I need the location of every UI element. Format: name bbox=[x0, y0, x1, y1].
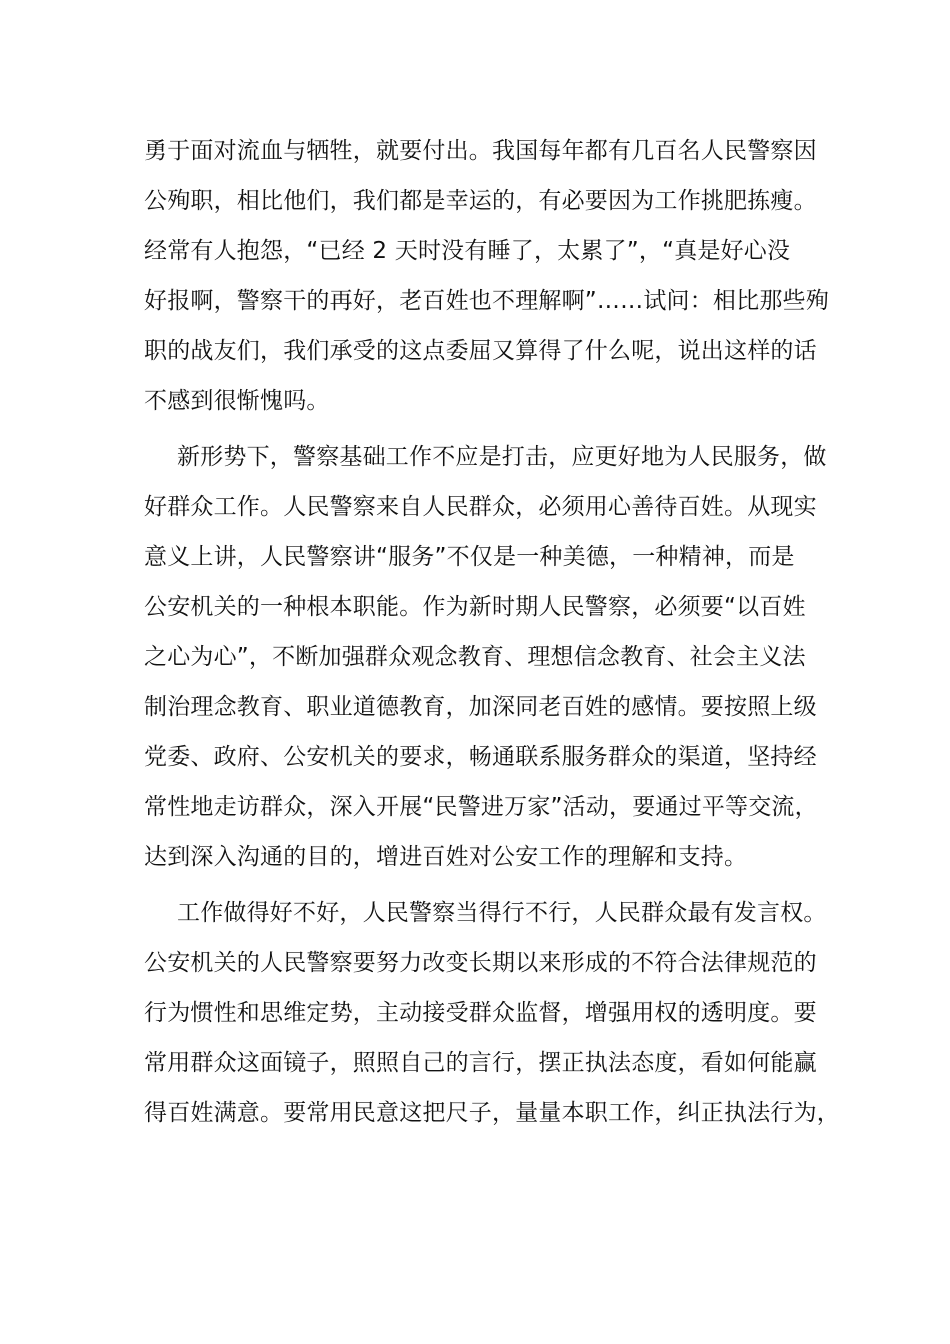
paragraph-line: 工作做得好不好，人民警察当得行不行，人民群众最有发言权。 bbox=[177, 900, 827, 926]
paragraph-line: 公安机关的一种根本职能。作为新时期人民警察，必须要“以百姓 bbox=[144, 594, 806, 620]
paragraph-line: 制治理念教育、职业道德教育，加深同老百姓的感情。要按照上级 bbox=[144, 694, 817, 720]
paragraph-line: 公安机关的人民警察要努力改变长期以来形成的不符合法律规范的 bbox=[144, 950, 817, 976]
paragraph-3 bbox=[144, 888, 840, 1138]
paragraph-line: 不感到很惭愧吗。 bbox=[144, 388, 330, 414]
paragraph-line: 好群众工作。人民警察来自人民群众，必须用心善待百姓。从现实 bbox=[144, 494, 817, 520]
paragraph-line: 达到深入沟通的目的，增进百姓对公安工作的理解和支持。 bbox=[144, 844, 748, 870]
paragraph-line: 意义上讲，人民警察讲“服务”不仅是一种美德，一种精神，而是 bbox=[144, 544, 795, 570]
paragraph-line: 常用群众这面镜子，照照自己的言行，摆正执法态度，看如何能赢 bbox=[144, 1050, 817, 1076]
paragraph-line: 公殉职，相比他们，我们都是幸运的，有必要因为工作挑肥拣瘦。 bbox=[144, 188, 817, 214]
paragraph-1 bbox=[144, 126, 829, 426]
paragraph-line: 常性地走访群众，深入开展“民警进万家”活动，要通过平等交流， bbox=[144, 794, 818, 820]
paragraph-line: 党委、政府、公安机关的要求，畅通联系服务群众的渠道，坚持经 bbox=[144, 744, 817, 770]
paragraph-line: 经常有人抱怨，“已经 2 天时没有睡了，太累了”，“真是好心没 bbox=[144, 238, 791, 264]
document-body bbox=[144, 126, 840, 1144]
paragraph-line: 勇于面对流血与牺牲，就要付出。我国每年都有几百名人民警察因 bbox=[144, 138, 817, 164]
paragraph-2 bbox=[144, 432, 827, 882]
paragraph-line: 职的战友们，我们承受的这点委屈又算得了什么呢，说出这样的话 bbox=[144, 338, 817, 364]
paragraph-line: 之心为心”，不断加强群众观念教育、理想信念教育、社会主义法 bbox=[144, 644, 806, 670]
paragraph-line: 新形势下，警察基础工作不应是打击，应更好地为人民服务，做 bbox=[177, 444, 827, 470]
paragraph-line: 好报啊，警察干的再好，老百姓也不理解啊”……试问：相比那些殉 bbox=[144, 288, 829, 314]
paragraph-line: 行为惯性和思维定势，主动接受群众监督，增强用权的透明度。要 bbox=[144, 1000, 817, 1026]
paragraph-line: 得百姓满意。要常用民意这把尺子，量量本职工作，纠正执法行为， bbox=[144, 1100, 840, 1126]
